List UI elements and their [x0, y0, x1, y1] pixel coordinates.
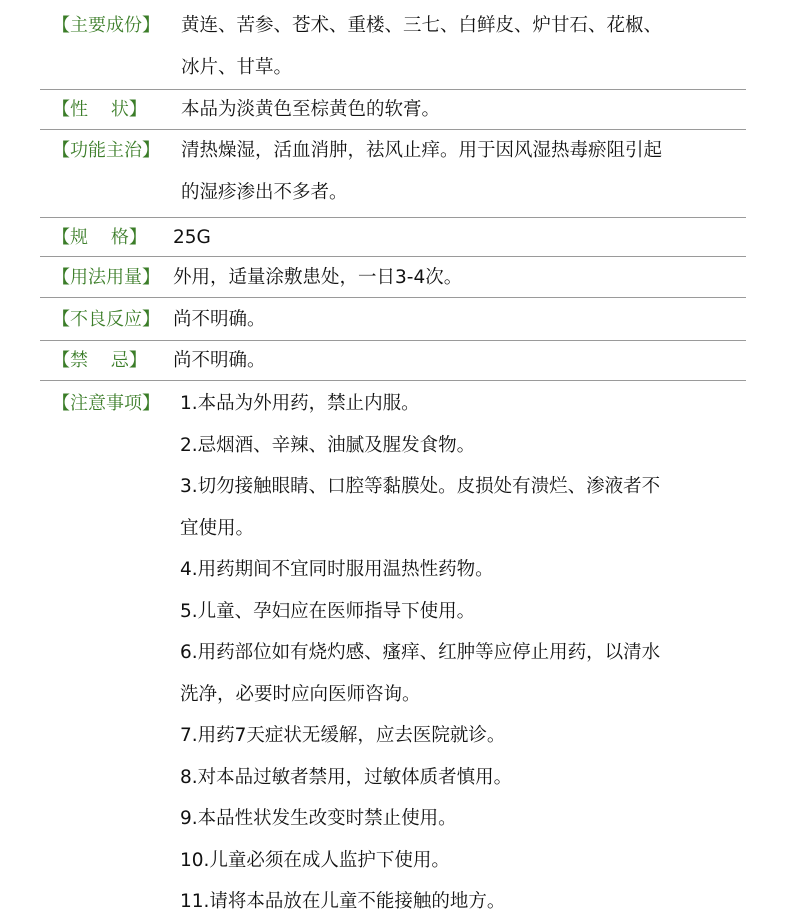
row-usage — [40, 257, 746, 298]
precaution-item: 7.用药7天症状无缓解，应去医院就诊。 — [180, 725, 506, 746]
label-contraindications: 【禁 忌】 — [52, 350, 147, 371]
precaution-item: 11.请将本品放在儿童不能接触的地方。 — [180, 891, 506, 912]
precaution-item: 5.儿童、孕妇应在医师指导下使用。 — [180, 600, 476, 622]
row-adverse — [40, 298, 746, 341]
instruction-table — [40, 5, 746, 921]
row-character — [40, 90, 746, 130]
indications-line: 的湿疹渗出不多者。 — [181, 182, 348, 203]
content-usage: 外用，适量涂敷患处，一日3-4次。 — [173, 267, 463, 288]
label-ingredients: 【主要成份】 — [52, 15, 160, 36]
precaution-item: 8.对本品过敏者禁用，过敏体质者慎用。 — [180, 766, 513, 788]
precaution-item: 6.用药部位如有烧灼感、瘙痒、红肿等应停止用药，以清水 — [180, 642, 661, 663]
label-specification: 【规 格】 — [52, 227, 147, 248]
ingredients-line: 冰片、甘草。 — [181, 57, 293, 78]
precaution-item: 宜使用。 — [180, 517, 255, 539]
label-precautions: 【注意事项】 — [52, 393, 160, 414]
ingredients-line: 黄连、苦参、苍术、重楼、三七、白鲜皮、炉甘石、花椒、 — [181, 15, 663, 36]
row-contraindications — [40, 341, 746, 381]
content-character — [181, 90, 741, 130]
content-ingredients — [181, 5, 741, 89]
precaution-item: 2.忌烟酒、辛辣、油腻及腥发食物。 — [180, 434, 476, 456]
character-line: 本品为淡黄色至棕黄色的软膏。 — [181, 99, 441, 120]
row-indications — [40, 130, 746, 218]
row-ingredients — [40, 5, 746, 90]
precaution-item: 9.本品性状发生改变时禁止使用。 — [180, 808, 457, 829]
content-indications — [181, 130, 741, 214]
precaution-item: 10.儿童必须在成人监护下使用。 — [180, 849, 450, 871]
content-specification: 25G — [173, 227, 211, 248]
label-adverse: 【不良反应】 — [52, 309, 160, 330]
precaution-item: 4.用药期间不宜同时服用温热性药物。 — [180, 559, 494, 580]
content-adverse: 尚不明确。 — [173, 309, 266, 330]
row-specification — [40, 218, 746, 257]
indications-line: 清热燥湿，活血消肿，祛风止痒。用于因风湿热毒瘀阻引起 — [181, 140, 663, 161]
label-character: 【性 状】 — [52, 99, 147, 120]
row-precautions — [40, 381, 746, 921]
precaution-item: 3.切勿接触眼睛、口腔等黏膜处。皮损处有溃烂、渗液者不 — [180, 476, 661, 497]
label-usage: 【用法用量】 — [52, 267, 160, 288]
label-indications: 【功能主治】 — [52, 140, 160, 161]
precaution-item: 1.本品为外用药，禁止内服。 — [180, 393, 420, 414]
content-precautions — [180, 383, 740, 923]
precaution-item: 洗净，必要时应向医师咨询。 — [180, 683, 421, 705]
content-contraindications: 尚不明确。 — [173, 350, 266, 371]
